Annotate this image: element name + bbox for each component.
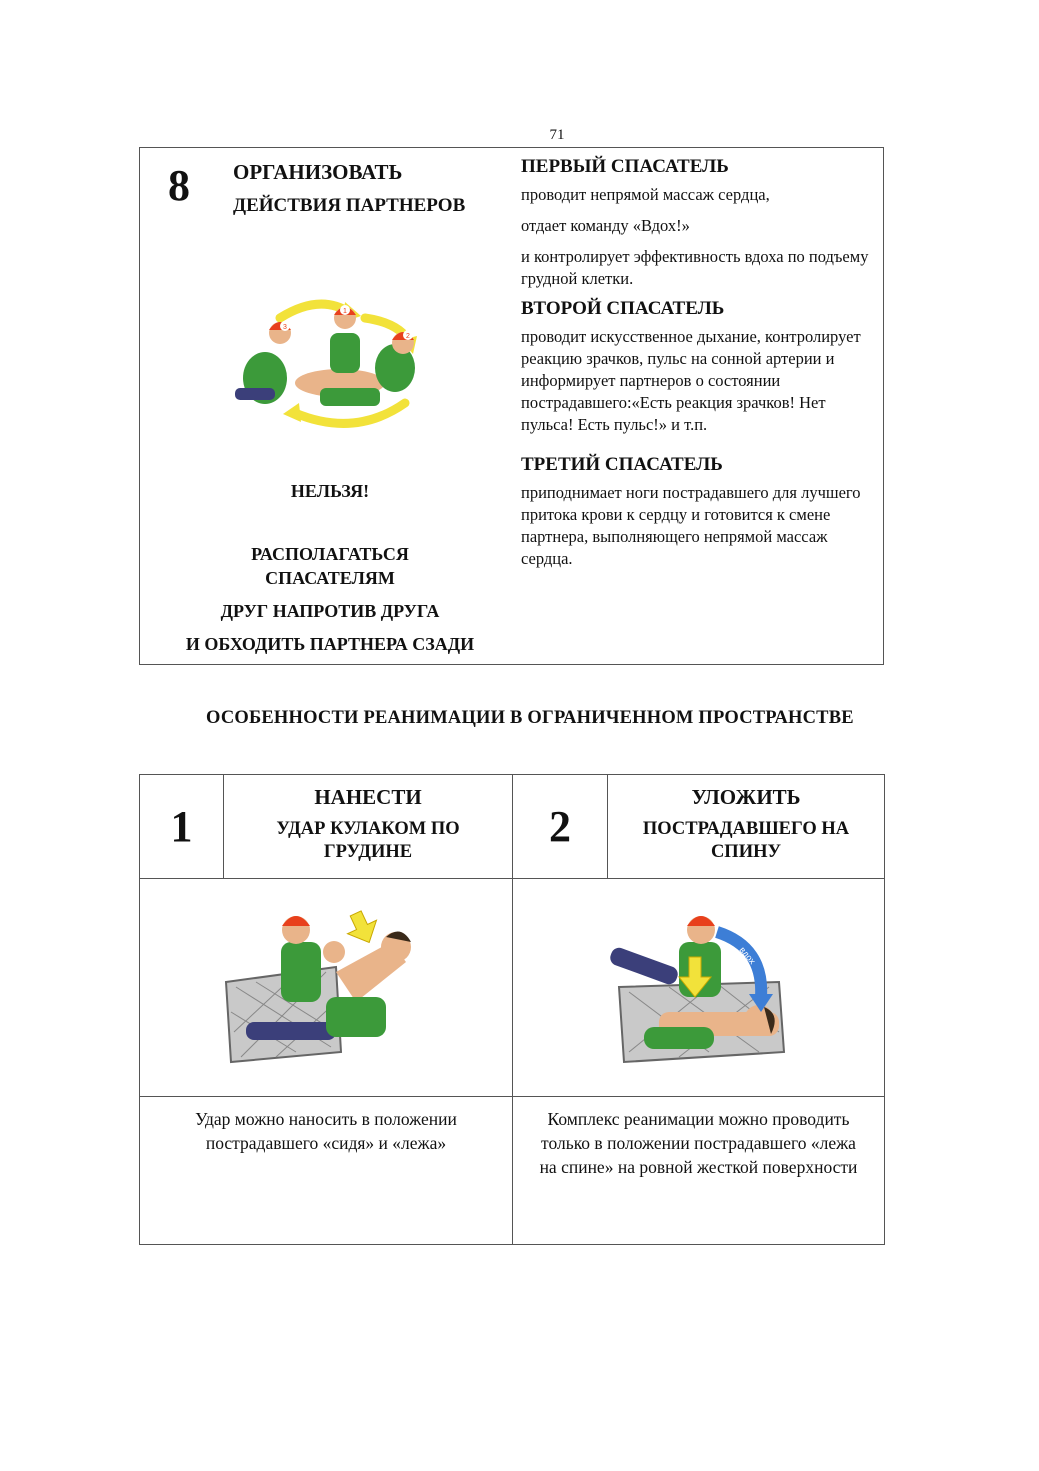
step-1-subtitle: УДАР КУЛАКОМ ПО ГРУДИНЕ xyxy=(276,819,460,862)
step-1-illustration-cell xyxy=(140,879,513,1096)
third-rescuer-text: приподнимает ноги пострадавшего для лучшего притока крови к сердцу и готовится к смене партнера, выполняющего непрямой массаж сердца. xyxy=(521,483,861,568)
step-2-illustration-cell xyxy=(513,879,885,1096)
forbidden-line-2: СПАСАТЕЛЯМ xyxy=(265,568,395,588)
step-1-description-cell xyxy=(140,1096,513,1244)
step-title: ОРГАНИЗОВАТЬ xyxy=(233,160,403,184)
page-number: 71 xyxy=(549,127,565,143)
step-2-number: 2 xyxy=(513,775,608,879)
step-2-description: Комплекс реанимации можно проводить только в положении пострадавшего «лежа на спине» на ровной жесткой поверхности xyxy=(539,1108,858,1177)
forbidden-line-3: ДРУГ НАПРОТИВ ДРУГА xyxy=(220,601,440,621)
rescuer-roles xyxy=(521,156,876,570)
step-2-title: УЛОЖИТЬ xyxy=(691,785,801,809)
second-rescuer-heading: ВТОРОЙ СПАСАТЕЛЬ xyxy=(521,298,725,319)
badge-3: 3 xyxy=(283,324,287,331)
breath-arrow-label: вдох xyxy=(736,945,758,967)
forbidden-heading: НЕЛЬЗЯ! xyxy=(290,481,370,501)
second-rescuer-text: проводит искусственное дыхание, контролирует реакцию зрачков, пульс на сонной артерии и информирует партнеров о состоянии пострадавшего:«Есть реакция зрачков! Нет пульса! Есть пульс!» и т.п. xyxy=(521,327,861,434)
cpr-step-8-box xyxy=(139,147,884,665)
three-rescuers-illustration xyxy=(225,288,435,438)
step-subtitle: ДЕЙСТВИЯ ПАРТНЕРОВ xyxy=(233,195,466,216)
first-rescuer-line-3: и контролирует эффективность вдоха по подъему грудной клетки. xyxy=(521,247,869,288)
chest-thump-illustration xyxy=(216,902,436,1072)
confined-space-steps-table xyxy=(139,774,885,1245)
step-1-number: 1 xyxy=(140,775,224,879)
forbidden-line-4: И ОБХОДИТЬ ПАРТНЕРА СЗАДИ xyxy=(185,634,475,654)
badge-1: 1 xyxy=(343,308,347,315)
forbidden-line-1: РАСПОЛАГАТЬСЯ xyxy=(251,544,409,564)
step-2-header xyxy=(608,775,885,879)
step-1-header xyxy=(224,775,513,879)
section-title: ОСОБЕННОСТИ РЕАНИМАЦИИ В ОГРАНИЧЕННОМ ПРОСТРАНСТВЕ xyxy=(206,708,854,728)
badge-2: 2 xyxy=(406,333,410,340)
step-2-description-cell xyxy=(513,1096,885,1244)
first-rescuer-heading: ПЕРВЫЙ СПАСАТЕЛЬ xyxy=(521,156,729,177)
third-rescuer-heading: ТРЕТИЙ СПАСАТЕЛЬ xyxy=(521,454,723,475)
step-number: 8 xyxy=(168,161,190,210)
step-1-description: Удар можно наносить в положении пострадавшего «сидя» и «лежа» xyxy=(195,1108,457,1153)
lay-on-back-illustration xyxy=(589,902,809,1072)
first-rescuer-line-2: отдает команду «Вдох!» xyxy=(521,216,690,235)
first-rescuer-line-1: проводит непрямой массаж сердца, xyxy=(521,185,770,204)
step-1-title: НАНЕСТИ xyxy=(314,785,422,809)
step-2-subtitle: ПОСТРАДАВШЕГО НА СПИНУ xyxy=(642,819,850,862)
